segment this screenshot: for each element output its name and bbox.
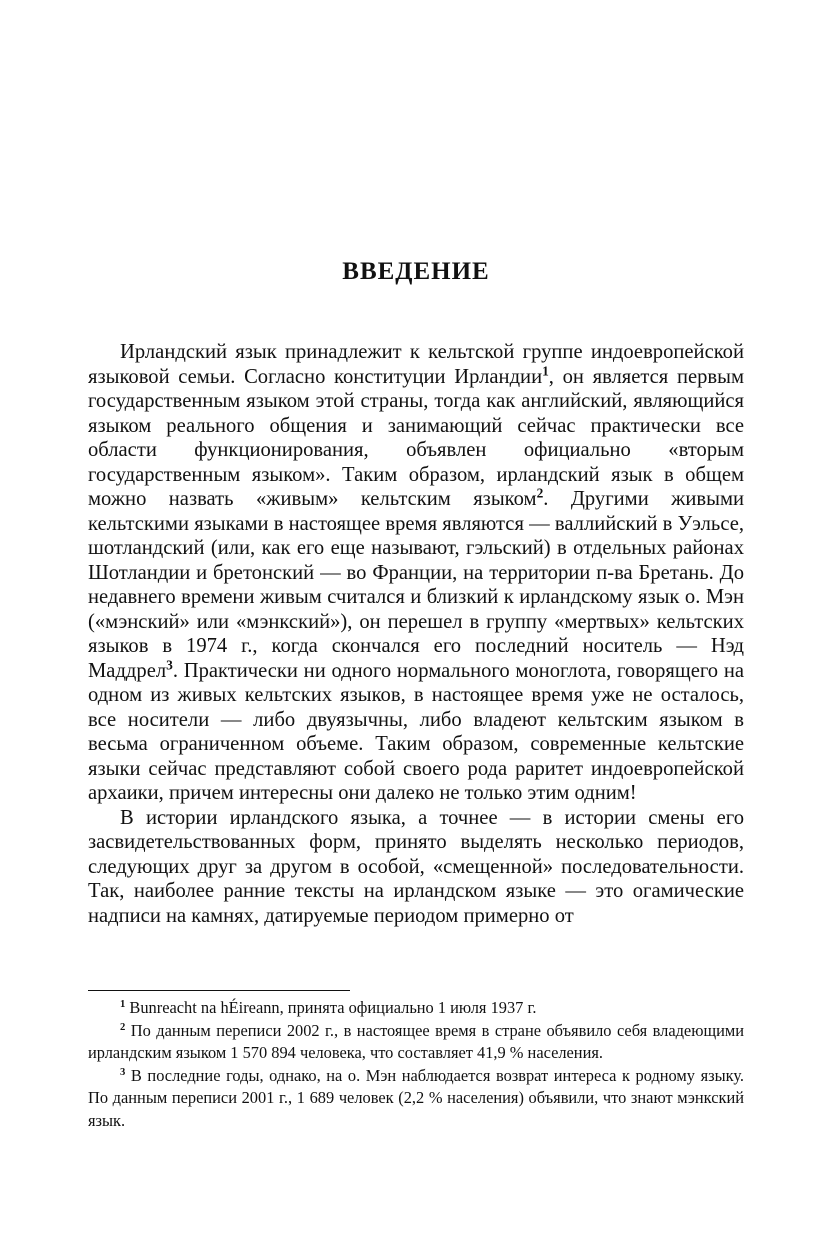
footnote-3: [88, 1065, 744, 1133]
footnote-1: [88, 997, 744, 1020]
footnotes: [88, 997, 744, 1132]
footnote-text: Bunreacht na hÉireann, принята официально 1 июля 1937 г.: [125, 998, 537, 1017]
paragraph-1: [88, 340, 744, 806]
footnote-ref-2[interactable]: 2: [536, 485, 544, 501]
paragraph-2: В истории ирландского языка, а точнее — в истории смены его засвидетельствованных форм, принято выделять несколько периодов, следующих друг за другом в особой, «смещенной» последовательности. Так, наиболее ранние тексты на ирландском языке — это огамические надписи на камнях, датируемые периодом примерно от: [88, 806, 744, 927]
footnote-separator: [88, 990, 350, 991]
paragraph-1-part-c: . Другими живыми кельтскими языками в настоящее время являются — валлийский в Уэльсе, шотландский (или, как его еще называют, гэльский) в отдельных районах Шотландии и бретонский — во Франции, на территории п-ва Бретань. До недавнего времени живым считался и близкий к ирландскому язык о. Мэн («мэнский» или «мэнкский»), он перешел в группу «мертвых» кельтских языков в 1974 г., когда скончался его последний носитель — Нэд Маддрел: [88, 488, 745, 682]
paragraph-1-part-a: Ирландский язык принадлежит к кельтской группе индоевропейской языковой семьи. Согласно конституции Ирландии: [88, 341, 744, 388]
footnote-number: 2: [120, 1021, 126, 1033]
footnote-ref-1[interactable]: 1: [542, 363, 549, 379]
chapter-title: ВВЕДЕНИЕ: [342, 258, 490, 285]
footnote-text: В последние годы, однако, на о. Мэн наблюдается возврат интереса к родному языку. По данным переписи 2001 г., 1 689 человек (2,2 % населения) объявили, что знают мэнкский язык.: [88, 1065, 744, 1130]
main-text: [88, 340, 744, 928]
paragraph-1-part-d: . Практически ни одного нормального моноглота, говорящего на одном из живых кельтских языков, в настоящее время уже не осталось, все носители — либо двуязычны, либо владеют кельтским языком в весьма ограниченном объеме. Таким образом, современные кельтские языки сейчас представляют собой своего рода раритет индоевропейской архаики, причем интересны они далеко не только этим одним!: [88, 659, 744, 804]
footnote-2: [88, 1020, 744, 1065]
footnote-number: 3: [120, 1066, 126, 1078]
footnote-ref-3[interactable]: 3: [166, 657, 173, 673]
paragraph-1-part-b: , он является первым государственным языком этой страны, тогда как английский, являющийся языком реального общения и занимающий сейчас практически все области функционирования, объявлен официально «вторым государственным языком». Таким образом, ирландский язык в общем можно назвать «живым» кельтским языком: [88, 365, 745, 510]
footnote-number: 1: [120, 999, 126, 1011]
footnote-text: По данным переписи 2002 г., в настоящее время в стране объявило себя владеющими ирландским языком 1 570 894 человека, что составляет 41,9 % населения.: [88, 1020, 744, 1062]
